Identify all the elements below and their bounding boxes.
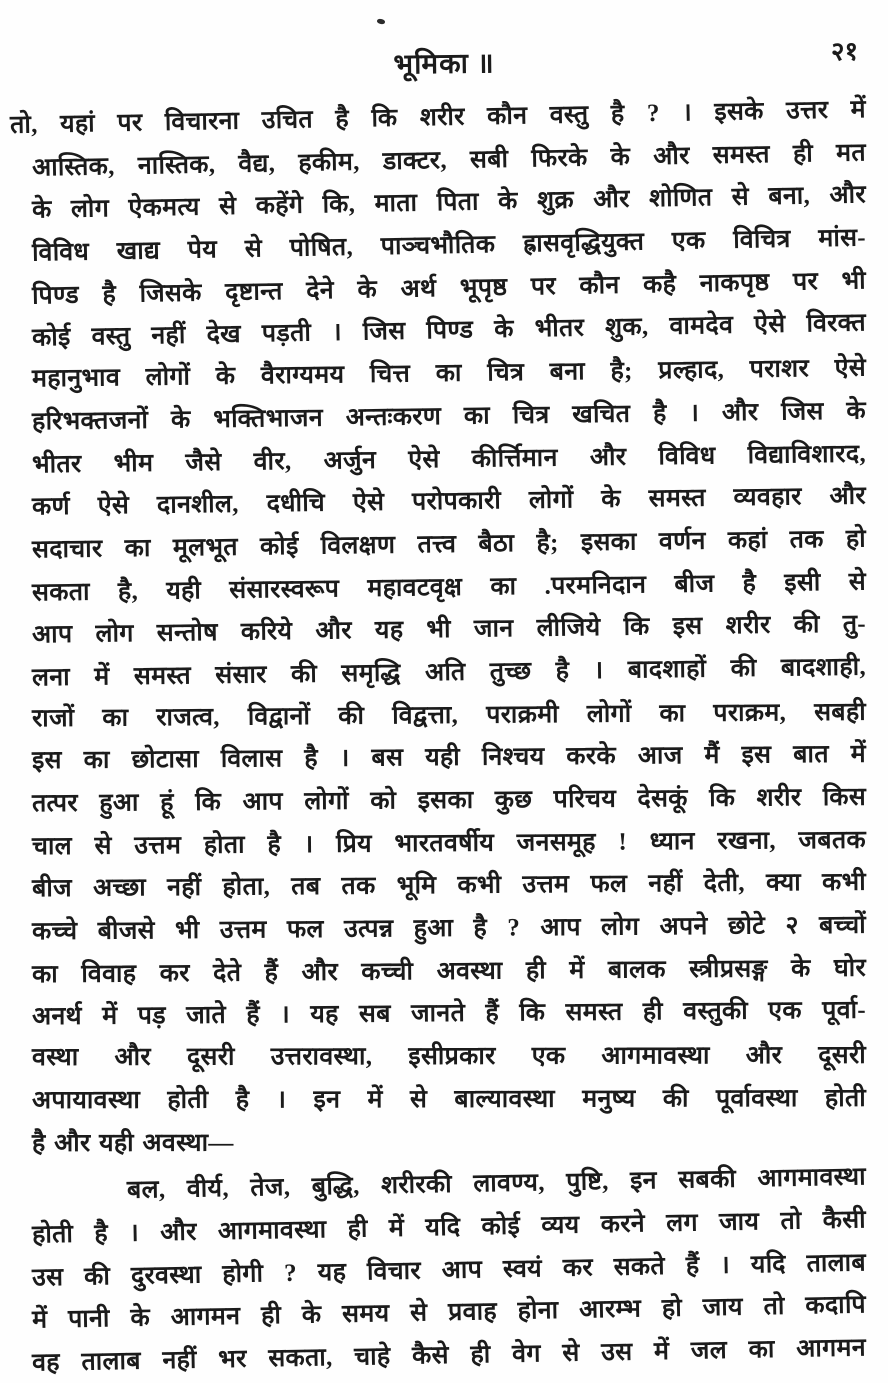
page-number: २१ — [830, 36, 859, 67]
text-line: चाल से उत्तम होता है । प्रिय भारतवर्षीय जनसमूह ! ध्यान रखना, जबतक — [31, 826, 867, 860]
text-line: राजों का राजत्व, विद्वानों की विद्वत्ता, पराक्रमी लोगों का पराक्रम, सबही — [31, 698, 867, 732]
text-line: बीज अच्छा नहीं होता, तब तक भूमि कभी उत्तम फल नहीं देती, क्या कभी — [31, 869, 867, 903]
text-line: उस की दुरवस्था होगी ? यह विचार आप स्वयं कर सकते हैं । यदि तालाब — [31, 1248, 867, 1292]
text-line: वह तालाब नहीं भर सकता, चाहे कैसे ही वेग से उस में जल का आगमन — [31, 1334, 867, 1377]
text-line: हरिभक्तजनों के भक्तिभाजन अन्तःकरण का चित्र खचित है । और जिस के — [31, 397, 867, 436]
page-title: भूमिका ॥ — [393, 48, 495, 81]
text-line: अपायावस्था होती है । इन में से बाल्यावस्था मनुष्य की पूर्वावस्था होती — [31, 1084, 867, 1114]
text-line: में पानी के आगमन ही के समय से प्रवाह होना आरम्भ हो जाय तो कदापि — [31, 1291, 867, 1334]
text-line: तो, यहां पर विचारना उचित है कि शरीर कौन वस्तु है ? । इसके उत्तर में — [9, 96, 867, 139]
page-body — [9, 96, 867, 1378]
text-line: महानुभाव लोगों के वैराग्यमय चित्त का चित्र बना है; प्रल्हाद, पराशर ऐसे — [31, 354, 867, 393]
text-line: कच्चे बीजसे भी उत्तम फल उत्पन्न हुआ है ? आप लोग अपने छोटे २ बच्चों — [31, 911, 867, 946]
text-line: अनर्थ में पड़ जाते हैं । यह सब जानते हैं कि समस्त ही वस्तुकी एक पूर्वा- — [31, 997, 867, 1031]
text-line: कर्ण ऐसे दानशील, दधीचि ऐसे परोपकारी लोगों के समस्त व्यवहार और — [31, 482, 867, 521]
text-line: पिण्ड है जिसके दृष्टान्त देने के अर्थ भूपृष्ठ पर कौन कहै नाकपृष्ठ पर भी — [31, 267, 867, 310]
text-line: है और यही अवस्था— — [31, 1129, 234, 1157]
text-line: इस का छोटासा विलास है । बस यही निश्चय करके आज मैं इस बात में — [31, 741, 867, 775]
text-line: भीतर भीम जैसे वीर, अर्जुन ऐसे कीर्त्तिमान और विविध विद्याविशारद, — [31, 440, 867, 478]
text-line: कोई वस्तु नहीं देख पड़ती । जिस पिण्ड के भीतर शुक, वामदेव ऐसे विरक्त — [31, 309, 867, 353]
text-line: सकता है, यही संसारस्वरूप महावटवृक्ष का .परमनिदान बीज है इसी से — [31, 568, 867, 607]
paragraph-2 — [32, 1164, 866, 1377]
ink-speck — [376, 18, 385, 25]
text-line: विविध खाद्य पेय से पोषित, पाञ्चभौतिक ह्रासवृद्धियुक्त एक विचित्र मांस- — [31, 224, 867, 267]
text-line: का विवाह कर देते हैं और कच्ची अवस्था ही में बालक स्त्रीप्रसङ्ग के घोर — [31, 954, 867, 989]
text-line: आस्तिक, नास्तिक, वैद्य, हकीम, डाक्टर, सबी फिरके के और समस्त ही मत — [31, 139, 867, 182]
text-line: होती है । और आगमावस्था ही में यदि कोई व्यय करने लग जाय तो कैसी — [31, 1206, 867, 1249]
text-line: के लोग ऐकमत्य से कहेंगे कि, माता पिता के शुक्र और शोणित से बना, और — [31, 181, 867, 225]
text-line: वस्था और दूसरी उत्तरावस्था, इसीप्रकार एक आगमावस्था और दूसरी — [31, 1042, 867, 1072]
text-line: सदाचार का मूलभूत कोई विलक्षण तत्त्व बैठा है; इसका वर्णन कहां तक हो — [31, 525, 867, 564]
text-line: बल, वीर्य, तेज, बुद्धि, शरीरकी लावण्य, पुष्टि, इन सबकी आगमावस्था — [126, 1163, 867, 1205]
text-line: आप लोग सन्तोष करिये और यह भी जान लीजिये कि इस शरीर की तु- — [31, 610, 867, 649]
text-line: तत्पर हुआ हूं कि आप लोगों को इसका कुछ परिचय देसकूं कि शरीर किस — [31, 783, 867, 818]
paragraph-1 — [9, 96, 867, 1164]
text-line: लना में समस्त संसार की समृद्धि अति तुच्छ है । बादशाहों की बादशाही, — [31, 653, 867, 692]
